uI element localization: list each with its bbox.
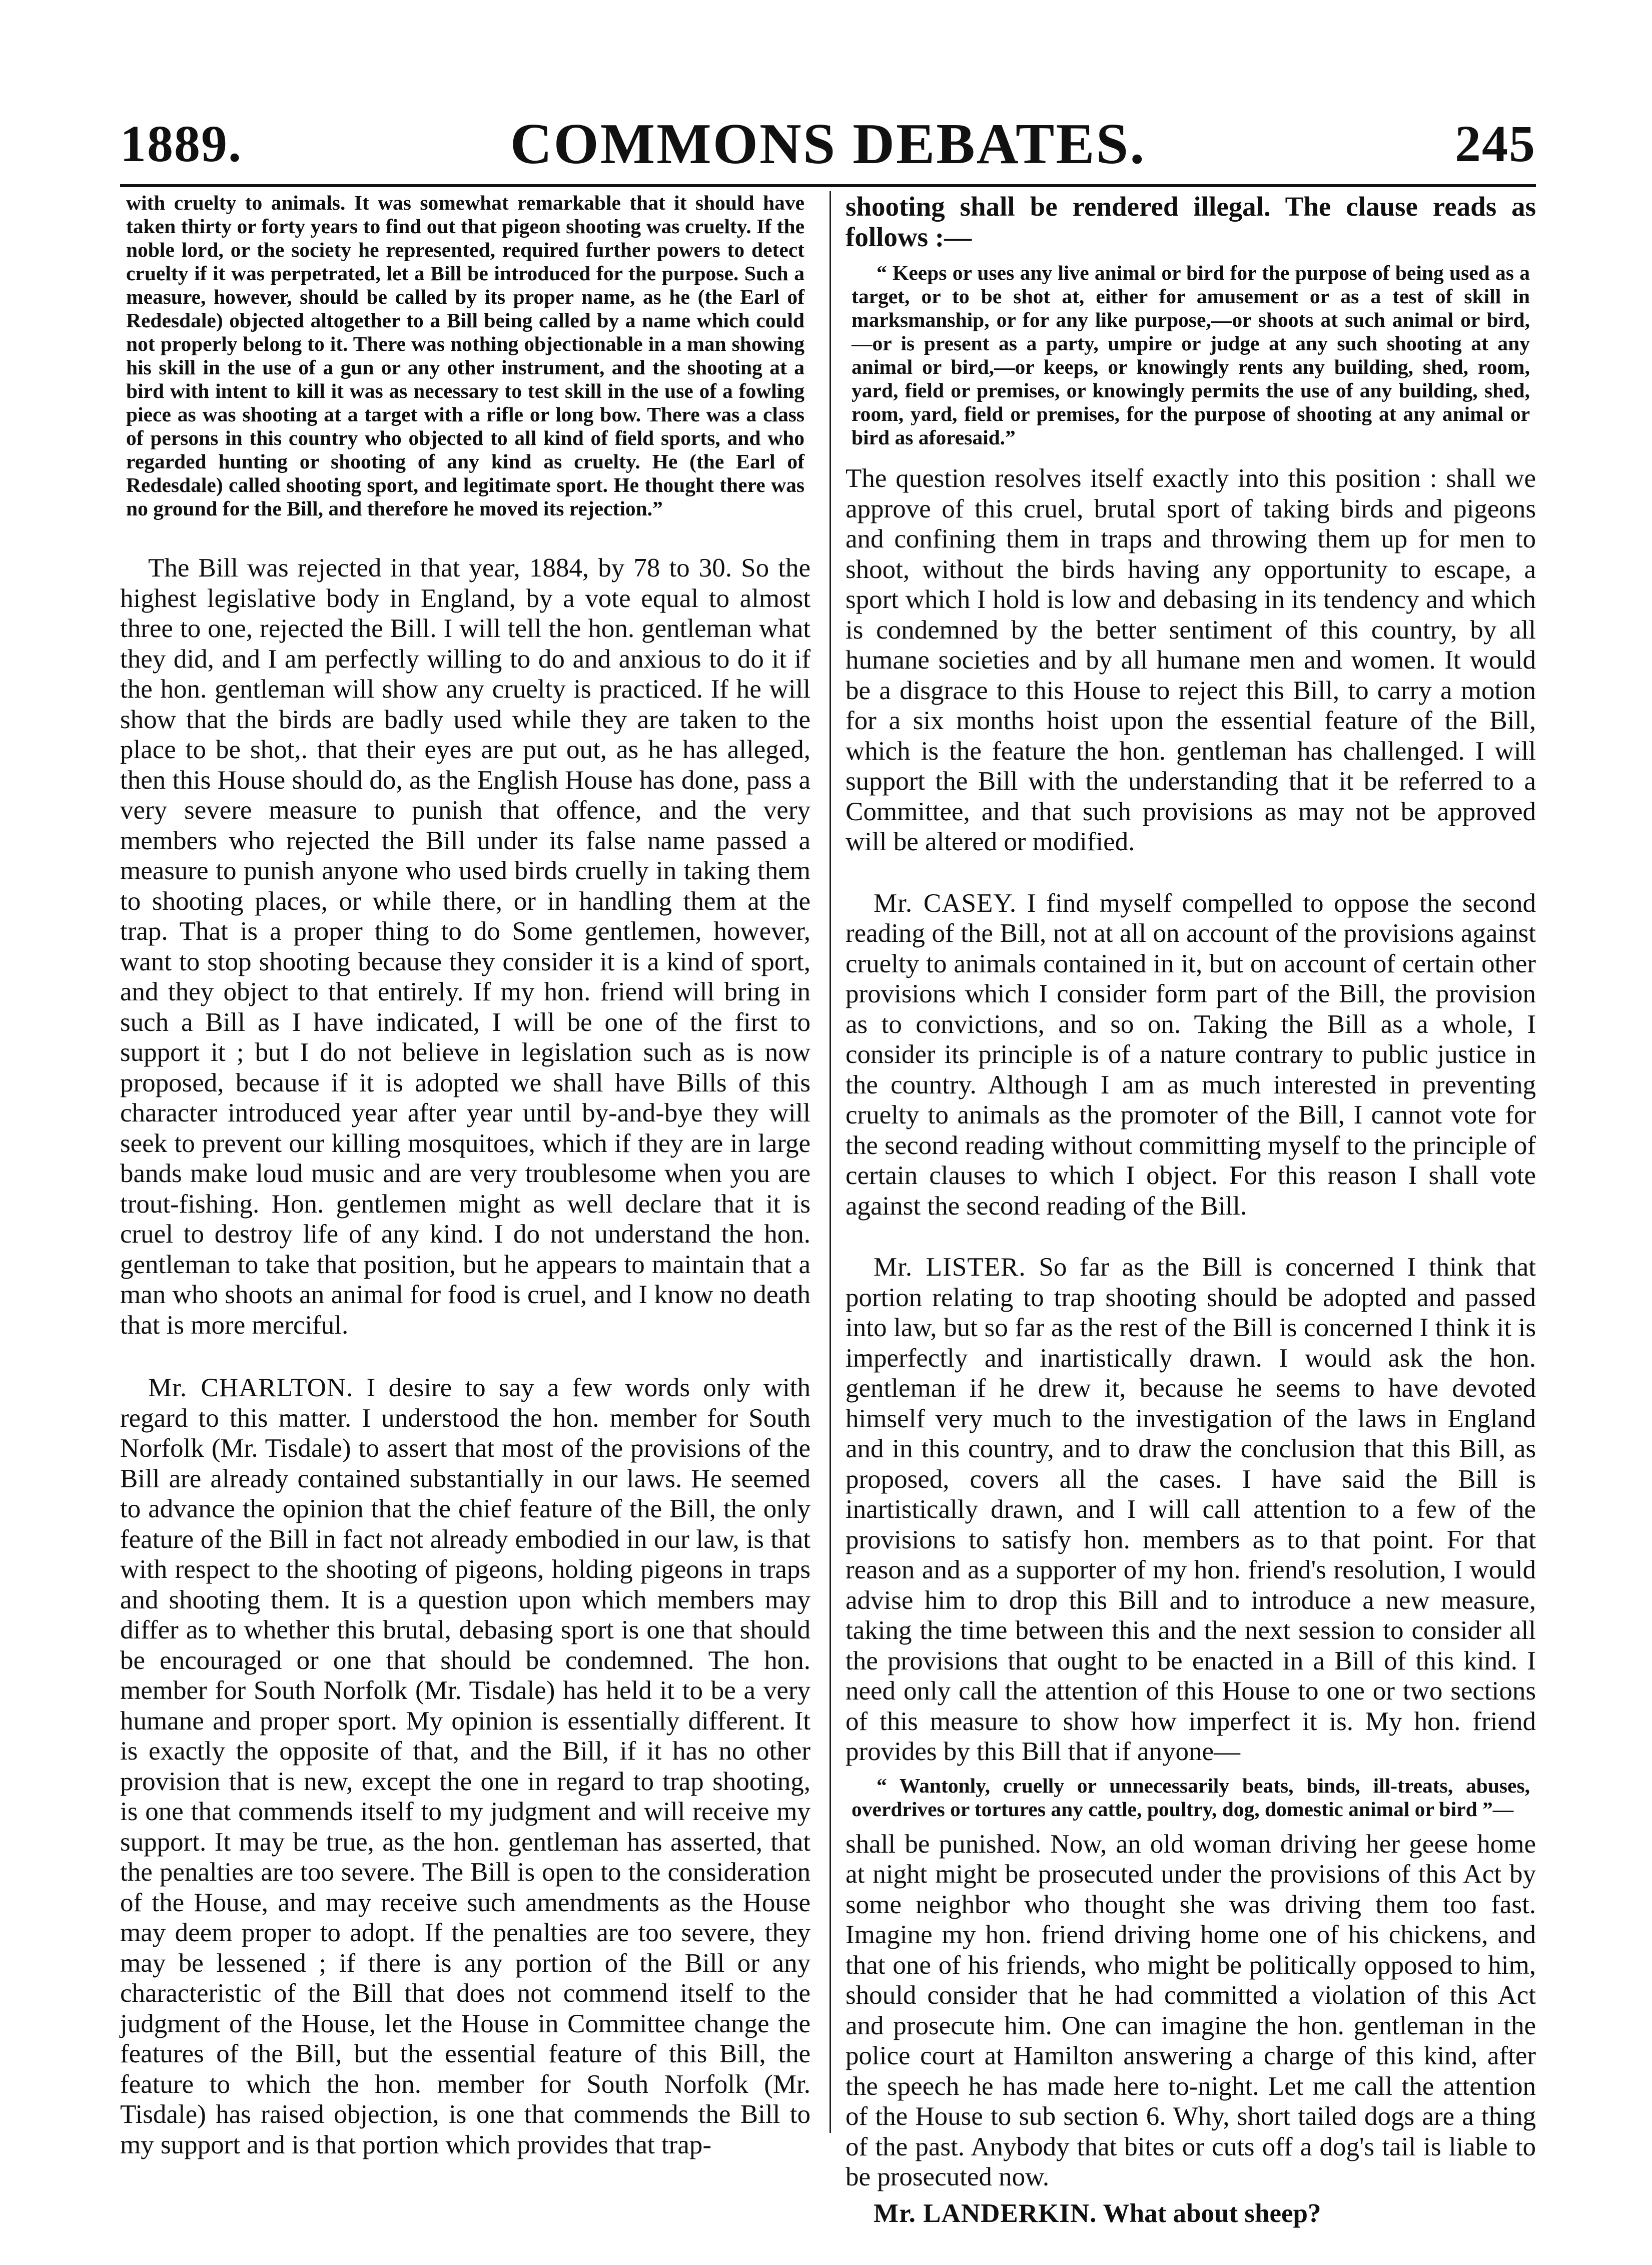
charlton-speech <box>120 1373 810 2160</box>
speaker-casey: Mr. CASEY. <box>874 888 1017 918</box>
act-quote: “ Wantonly, cruelly or unnecessarily beats, binds, ill-treats, abuses, overdrives or tortures any cattle, poultry, dog, domestic animal or bird ”— <box>852 1774 1530 1821</box>
left-column <box>120 191 810 2160</box>
column-divider <box>830 191 831 2133</box>
charlton-text: I desire to say a few words only with regard to this matter. I understood the hon. member for South Norfolk (Mr. Tisdale) to assert that most of the provisions of the Bill are already contained substantially in our laws. He seemed to advance the opinion that the chief feature of the Bill, the only feature of the Bill in fact not already embodied in our law, is that with respect to the shooting of pigeons, holding pigeons in traps and shooting them. It is a question upon which members may differ as to whether this brutal, debasing sport is one that should be encouraged or one that should be condemned. The hon. member for South Norfolk (Mr. Tisdale) has held it to be a very humane and proper sport. My opinion is essentially different. It is exactly the opposite of that, and the Bill, if it has no other provision that is new, except the one in regard to trap shooting, is one that commends itself to my judgment and will receive my support. It may be true, as the hon. gentleman has asserted, that the penalties are too severe. The Bill is open to the consideration of the House, and may receive such amendments as the House may deem proper to adopt. If the penalties are too severe, they may be lessened ; if there is any portion of the Bill or any characteristic of the Bill that does not commend itself to the judgment of the House, let the House in Committee change the features of the Bill, but the essential feature of this Bill, the feature to which the hon. member for South Norfolk (Mr. Tisdale) has raised objection, is one that commends the Bill to my support and is that portion which provides that trap- <box>120 1373 811 2159</box>
lister-speech <box>846 1252 1536 1767</box>
lister-text: So far as the Bill is concerned I think that portion relating to trap shooting should be adopted and passed into law, but so far as the rest of the Bill is concerned I think it is imperfectly and inartistically drawn. I would ask the hon. gentleman if he drew it, because he seems to have devoted himself very much to the investigation of the laws in England and in this country, and to draw the conclusion that this Bill, as proposed, covers all the cases. I have said the Bill is inartistically drawn, and I will call attention to a few of the provisions to satisfy hon. members as to that point. For that reason and as a supporter of my hon. friend's resolution, I would advise him to drop this Bill and to introduce a new measure, taking the time between this and the next session to consider all the provisions that ought to be enacted in a Bill of this kind. I need only call the attention of this House to one or two sections of this measure to show how imperfect it is. My hon. friend provides by this Bill that if anyone— <box>846 1253 1536 1766</box>
paragraph-question: The question resolves itself exactly into this position : shall we approve of this cruel, brutal sport of taking birds and pigeons and confining them in traps and throwing them up for men to shoot, without the birds having any opportunity to escape, a sport which I hold is low and debasing in its tendency and which is condemned by the better sentiment of this country, by all humane societies and by all humane men and women. It would be a disgrace to this House to reject this Bill, to carry a motion for a six months hoist upon the essential feature of the Bill, which is the feature the hon. gentleman has challenged. I will support the Bill with the understanding that it be referred to a Committee, and that such provisions as may not be approved will be altered or modified. <box>846 464 1536 856</box>
header-page-number: 245 <box>1455 115 1536 173</box>
speaker-landerkin: Mr. LANDERKIN. <box>874 2198 1097 2228</box>
speaker-lister: Mr. LISTER. <box>874 1253 1026 1282</box>
speaker-charlton: Mr. CHARLTON. <box>148 1373 354 1402</box>
header-rule <box>120 184 1536 187</box>
page-header <box>120 109 1536 184</box>
casey-text: I find myself compelled to oppose the second reading of the Bill, not at all on account of the provisions against cruelty to animals contained in it, but on account of certain other provisions which I consider form part of the Bill, the provision as to convictions, and so on. Taking the Bill as a whole, I consider its principle is of a nature contrary to public justice in the country. Although I am as much interested in preventing cruelty to animals as the promoter of the Bill, I cannot vote for the second reading without committing myself to the principle of certain clauses to which I object. For this reason I shall vote against the second reading of the Bill. <box>846 888 1536 1221</box>
landerkin-text: What about sheep? <box>1103 2198 1321 2228</box>
right-column <box>846 191 1536 2228</box>
quote-continuation: with cruelty to animals. It was somewhat remarkable that it should have taken thirty or forty years to find out that pigeon shooting was cruelty. If the noble lord, or the society he represented, required further powers to detect cruelty if it was perpetrated, let a Bill be introduced for the purpose. Such a measure, however, should be called by its proper name, as he (the Earl of Redesdale) objected altogether to a Bill being called by a name which could not properly belong to it. There was nothing objectionable in a man showing his skill in the use of a gun or any other instrument, and the shooting at a bird with intent to kill it was as necessary to test skill in the use of a fowling piece as was shooting at a target with a rifle or long bow. There was a class of persons in this country who objected to all kind of field sports, and who regarded hunting or shooting of any kind as cruelty. He (the Earl of Redesdale) called shooting sport, and legitimate sport. He thought there was no ground for the Bill, and therefore he moved its rejection.” <box>126 191 804 520</box>
paragraph-punished: shall be punished. Now, an old woman driving her geese home at night might be prosecuted under the provisions of this Act by some neighbor who thought she was driving them too fast. Imagine my hon. friend driving home one of his chickens, and that one of his friends, who might be politically opposed to him, should consider that he had committed a violation of this Act and prosecute him. One can imagine the hon. gentleman in the police court at Hamilton answering a charge of this kind, after the speech he has made here to-night. Let me call the attention of the House to sub section 6. Why, short tailed dogs are a thing of the past. Anybody that bites or cuts off a dog's tail is liable to be prosecuted now. <box>846 1829 1536 2191</box>
casey-speech <box>846 888 1536 1222</box>
header-title: COMMONS DEBATES. <box>510 112 1146 176</box>
clause-quote: “ Keeps or uses any live animal or bird for the purpose of being used as a target, or to be shot at, either for amusement or as a test of skill in marksmanship, or for any like purpose,—or shoots at such animal or bird,—or is present as a party, umpire or judge at any such shooting at any animal or bird,—or keeps, or knowingly rents any building, shed, room, yard, field or premises, or knowingly permits the use of any building, shed, room, yard, field or premises, for the purpose of shooting at any animal or bird as aforesaid.” <box>852 261 1530 449</box>
clause-intro: shooting shall be rendered illegal. The clause reads as follows :— <box>846 191 1536 252</box>
paragraph-bill-rejected: The Bill was rejected in that year, 1884, by 78 to 30. So the highest legislative body in England, by a vote equal to almost three to one, rejected the Bill. I will tell the hon. gentleman what they did, and I am perfectly willing to do and anxious to do it if the hon. gentleman will show any cruelty is practiced. If he will show that the birds are badly used while they are taken to the place to be shot,. that their eyes are put out, as he has alleged, then this House should do, as the English House has done, pass a very severe measure to punish that offence, and the very members who rejected the Bill under its false name passed a measure to punish anyone who used birds cruelly in taking them to shooting places, or while there, or in handling them at the trap. That is a proper thing to do Some gentlemen, however, want to stop shooting because they consider it is a kind of sport, and they object to that entirely. If my hon. friend will bring in such a Bill as I have indicated, I will be one of the first to support it ; but I do not believe in legislation such as is now proposed, because if it is adopted we shall have Bills of this character introduced year after year until by-and-bye they will seek to prevent our killing mosquitoes, which if they are in large bands make loud music and are very troublesome when you are trout-fishing. Hon. gentlemen might as well declare that it is cruel to destroy life of any kind. I do not understand the hon. gentleman to take that position, but he appears to maintain that a man who shoots an animal for food is cruel, and I know no death that is more merciful. <box>120 553 810 1340</box>
landerkin-speech <box>846 2198 1536 2229</box>
header-year: 1889. <box>120 115 242 173</box>
